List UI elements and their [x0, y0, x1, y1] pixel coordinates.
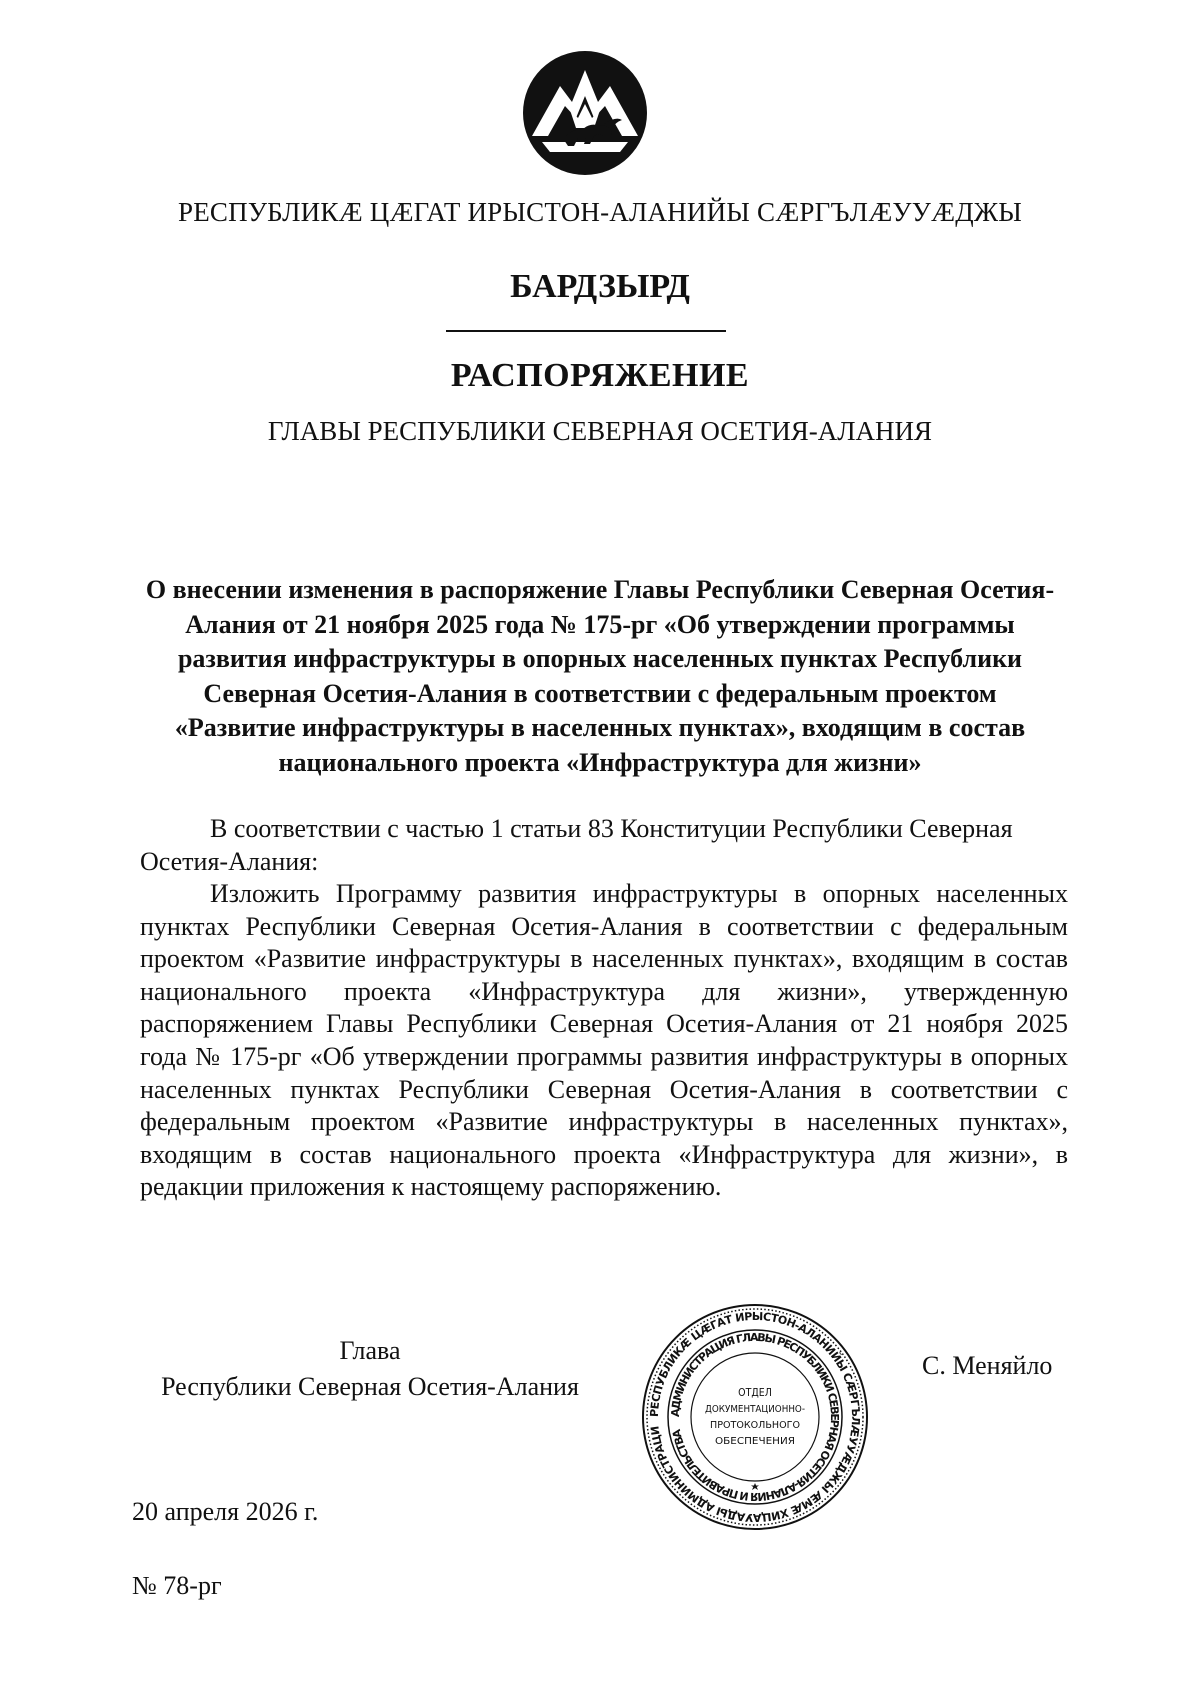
document-number: № 78-рг: [132, 1571, 222, 1600]
seal-star-icon: [751, 1483, 759, 1490]
signatory-position-line2: Республики Северная Осетия-Алания: [161, 1372, 579, 1401]
seal-center-line-4: ОБЕСПЕЧЕНИЯ: [715, 1436, 795, 1447]
signatory-name: С. Меняйло: [922, 1351, 1053, 1380]
document-subject: О внесении изменения в распоряжение Главы Республики Северная Осетия-Алания от 21 ноября 2025 года № 175-рг «Об утверждении программы развития инфраструктуры в опорных населенных пунктах Республики Северная Осетия-Алания в соответствии с федеральным проектом «Развитие инфраструктуры в населенных пунктах», входящим в состав национального проекта «Инфраструктура для жизни»: [145, 575, 1055, 777]
seal-center-line-2: ДОКУМЕНТАЦИОННО-: [705, 1404, 805, 1415]
seal-middle-ring-text: АДМИНИСТРАЦИЯ ГЛАВЫ РЕСПУБЛИКИ СЕВЕРНАЯ ОСЕТИЯ-АЛАНИЯ И ПРАВИТЕЛЬСТВА: [668, 1330, 842, 1504]
russian-document-title: РАСПОРЯЖЕНИЕ: [450, 357, 750, 394]
signatory-position-line1: Глава: [339, 1336, 401, 1365]
seal-outer-ring-text: РЕСПУБЛИКӔ ЦӔГАТ ИРЫСТОН-АЛАНИЙЫ СӔРГЪЛӔУУӔДЖЫ ӔМӔ ХИЦАУАДЫ АДМИНИСТРАЦИ: [647, 1309, 863, 1525]
issuing-authority: ГЛАВЫ РЕСПУБЛИКИ СЕВЕРНАЯ ОСЕТИЯ-АЛАНИЯ: [267, 416, 933, 446]
ossetian-header-line: РЕСПУБЛИКӔ ЦӔГАТ ИРЫСТОН-АЛАНИЙЫ СӔРГЪЛӔУУӔДЖЫ: [178, 197, 1022, 227]
ossetian-document-title: БАРДЗЫРД: [510, 268, 690, 305]
coat-of-arms-emblem: [520, 48, 650, 178]
official-seal: [640, 1302, 870, 1532]
document-date: 20 апреля 2026 г.: [132, 1497, 319, 1526]
signatory-position: [140, 1333, 600, 1405]
seal-center-line-3: ПРОТОКОЛЬНОГО: [710, 1420, 800, 1431]
seal-center-line-1: ОТДЕЛ: [738, 1387, 772, 1399]
title-divider: [446, 330, 726, 332]
order-paragraph: Изложить Программу развития инфраструктуры в опорных населенных пунктах Республики Северная Осетия-Алания в соответствии с федеральным проектом «Развитие инфраструктуры в населенных пунктах», входящим в состав национального проекта «Инфраструктура для жизни», утвержденную распоряжением Главы Республики Северная Осетия-Алания от 21 ноября 2025 года № 175-рг «Об утверждении программы развития инфраструктуры в опорных населенных пунктах Республики Северная Осетия-Алания в соответствии с федеральным проектом «Развитие инфраструктуры в населенных пунктах», входящим в состав национального проекта «Инфраструктура для жизни», в редакции приложения к настоящему распоряжению.: [140, 879, 1068, 1202]
legal-basis-paragraph: В соответствии с частью 1 статьи 83 Конституции Республики Северная Осетия-Алания:: [140, 814, 1013, 876]
